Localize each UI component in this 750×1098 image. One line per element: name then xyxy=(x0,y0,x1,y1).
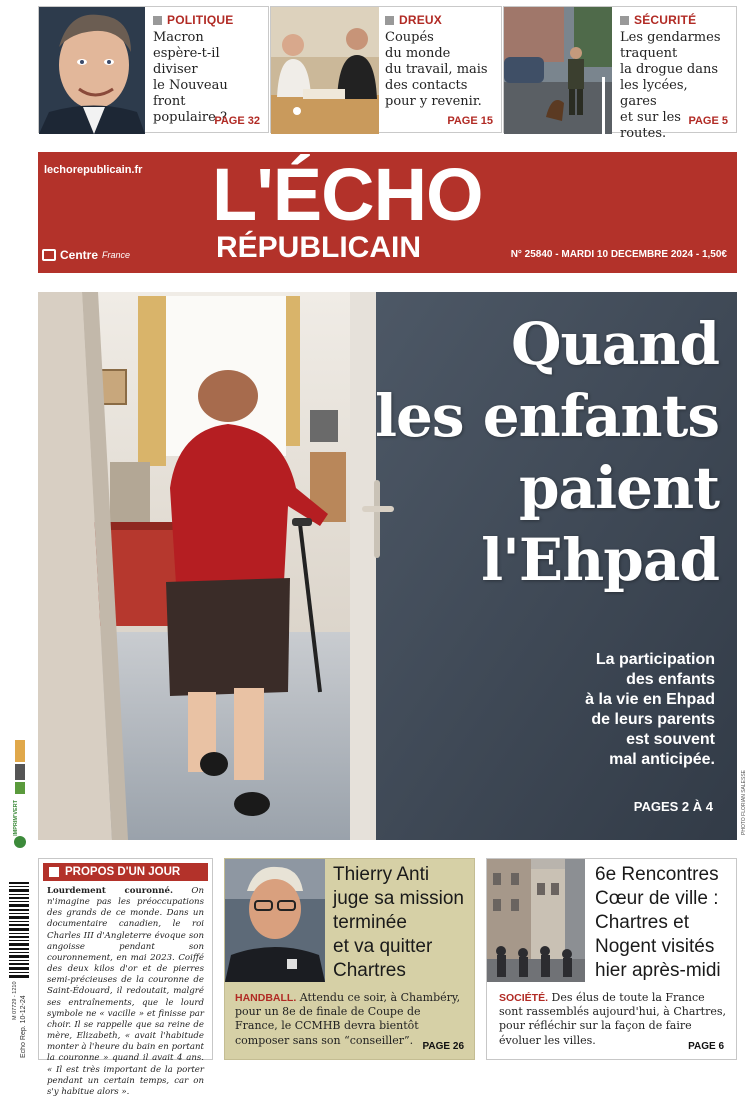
standfirst-line: à la vie en Ehpad xyxy=(585,691,715,708)
teaser-line: Macron xyxy=(153,30,204,45)
imprim-vert-badge xyxy=(6,738,32,858)
headline-line: paient xyxy=(518,454,719,522)
page-ref[interactable]: PAGE 26 xyxy=(422,1041,464,1052)
propos-title: PROPOS D'UN JOUR xyxy=(65,866,181,878)
story-kicker: SOCIÉTÉ. xyxy=(499,992,549,1004)
teaser-line: des contacts xyxy=(385,78,468,93)
section-tag xyxy=(620,13,728,27)
portrait-illustration xyxy=(39,7,145,134)
teaser-line: du monde xyxy=(385,46,451,61)
teaser-politique[interactable] xyxy=(38,6,269,133)
teaser-line: diviser xyxy=(153,62,198,77)
logo-title: L'ÉCHO xyxy=(212,153,483,236)
section-label: POLITIQUE xyxy=(167,13,234,27)
standfirst-line: La participation xyxy=(595,651,715,668)
story-text xyxy=(499,991,728,1048)
section-tag xyxy=(385,13,493,27)
title-line: Chartres xyxy=(333,960,406,981)
section-label: DREUX xyxy=(399,13,443,27)
standfirst xyxy=(585,650,715,770)
headline-line: Quand xyxy=(511,310,719,378)
standfirst-line: de leurs parents xyxy=(591,711,715,728)
page-ref[interactable]: PAGE 15 xyxy=(447,115,493,127)
section-tag xyxy=(153,13,260,27)
page-ref[interactable]: PAGE 5 xyxy=(688,115,728,127)
headline-line: les enfants xyxy=(375,382,719,450)
group-suffix: France xyxy=(102,250,131,260)
teaser-photo-securite xyxy=(504,7,612,132)
teaser-line: la drogue dans xyxy=(620,62,719,77)
story-body: Attendu ce soir, à Chambéry, pour un 8e de finale de Coupe de France, le CCMHB devra bientôt composer sans son “conseiller”. xyxy=(235,991,461,1047)
propos-lead: Lourdement couronné. xyxy=(47,886,173,896)
title-line: 6e Rencontres xyxy=(595,864,719,885)
square-icon xyxy=(385,16,394,25)
group-logo xyxy=(42,248,130,262)
main-headline[interactable] xyxy=(375,308,719,596)
headline-line: l'Ehpad xyxy=(481,526,719,594)
barcode-area xyxy=(6,880,32,1060)
propos-text xyxy=(47,886,204,1098)
coach-photo xyxy=(225,859,325,982)
hero-page-ref[interactable]: PAGES 2 À 4 xyxy=(633,799,713,814)
story-text xyxy=(235,991,466,1048)
teaser-line: et sur les routes. xyxy=(620,110,681,141)
teaser-line: le Nouveau front xyxy=(153,78,228,109)
page-ref[interactable]: PAGE 6 xyxy=(688,1041,724,1052)
square-icon xyxy=(153,16,162,25)
page-ref[interactable]: PAGE 32 xyxy=(214,115,260,127)
photo-credit: PHOTO FLORIAN SALESSE xyxy=(741,770,747,835)
standfirst-line: des enfants xyxy=(626,671,715,688)
title-line: terminée xyxy=(333,912,407,933)
title-line: Chartres et xyxy=(595,912,689,933)
teaser-line: les lycées, gares xyxy=(620,78,688,109)
teaser-photo-macron xyxy=(39,7,145,132)
centre-france-icon xyxy=(42,249,56,261)
story-body: Des élus de toute la France sont rassemblés aujourd'hui, à Chartres, pour réfléchir sur la façon de faire évoluer les villes. xyxy=(499,991,726,1047)
barcode-icon xyxy=(6,880,32,980)
teaser-body xyxy=(153,30,260,126)
teaser-line: espère-t-il xyxy=(153,46,220,61)
standfirst-line: mal anticipée. xyxy=(609,751,715,768)
standfirst-line: est souvent xyxy=(626,731,715,748)
group-name: Centre xyxy=(60,248,99,262)
teaser-line: du travail, mais xyxy=(385,62,488,77)
teaser-line: Coupés xyxy=(385,30,434,45)
teaser-securite[interactable] xyxy=(503,6,737,141)
teaser-dreux[interactable] xyxy=(270,6,502,133)
issue-info: N° 25840 - MARDI 10 DECEMBRE 2024 - 1,50€ xyxy=(510,249,727,260)
hero-section[interactable] xyxy=(38,292,737,840)
title-line: juge sa mission xyxy=(333,888,464,909)
eco-label-icon xyxy=(6,738,32,858)
propos-body: On n'imagine pas les préoccupations des grands de ce monde. Dans un documentaire canadien, le roi Charles III d'Angleterre évoque son angoisse pendant son couronnement, en mai 2023. Coiffé des deux kilos d'or et de pierres semi-précieuses de la couronne de Saint-Édouard, il redoutait, malgré ses entraînements, que le lourd symbole ne « vacille » et finisse par choir. Il se rappelle que sa reine de mère, Elizabeth, « avait l'habitude monter à l'heure du bain en portant la couronne » quand il avait 4 ans. « Il est très important de la porter pendant un certain temps, car on s'y habitue alors ». xyxy=(47,886,204,1097)
masthead xyxy=(38,152,737,273)
title-line: hier après-midi xyxy=(595,960,721,981)
section-label: SÉCURITÉ xyxy=(634,13,697,27)
teaser-line: Les gendarmes xyxy=(620,30,721,45)
teaser-line: pour y revenir. xyxy=(385,94,482,109)
title-line: Thierry Anti xyxy=(333,864,430,885)
meeting-illustration xyxy=(271,7,379,134)
title-line: Cœur de ville : xyxy=(595,888,719,909)
story-handball[interactable] xyxy=(224,858,475,1060)
gendarmes-illustration xyxy=(504,7,612,134)
story-kicker: HANDBALL. xyxy=(235,992,297,1004)
teaser-line: traquent xyxy=(620,46,678,61)
teaser-text xyxy=(385,13,493,110)
teaser-text xyxy=(153,13,260,126)
barcode-code: M 07729 - 1210 xyxy=(12,981,18,1020)
site-url[interactable]: lechorepublicain.fr xyxy=(44,164,143,176)
teaser-line: populaire ? xyxy=(153,110,227,125)
square-icon xyxy=(49,867,59,877)
teaser-photo-dreux xyxy=(271,7,379,132)
badge-label: IMPRIM'VERT xyxy=(13,800,19,836)
story-title xyxy=(595,863,721,983)
title-line: et va quitter xyxy=(333,936,433,957)
square-icon xyxy=(620,16,629,25)
title-line: Nogent visités xyxy=(595,936,715,957)
teaser-body xyxy=(385,30,493,110)
propos-heading xyxy=(43,863,208,881)
street-photo xyxy=(487,859,585,982)
logo-subtitle: RÉPUBLICAIN xyxy=(216,231,422,264)
story-societe[interactable] xyxy=(486,858,737,1060)
propos-box[interactable] xyxy=(38,858,213,1097)
story-title xyxy=(333,863,464,983)
barcode-label: Echo Rep. 10-12-24 xyxy=(20,995,27,1058)
